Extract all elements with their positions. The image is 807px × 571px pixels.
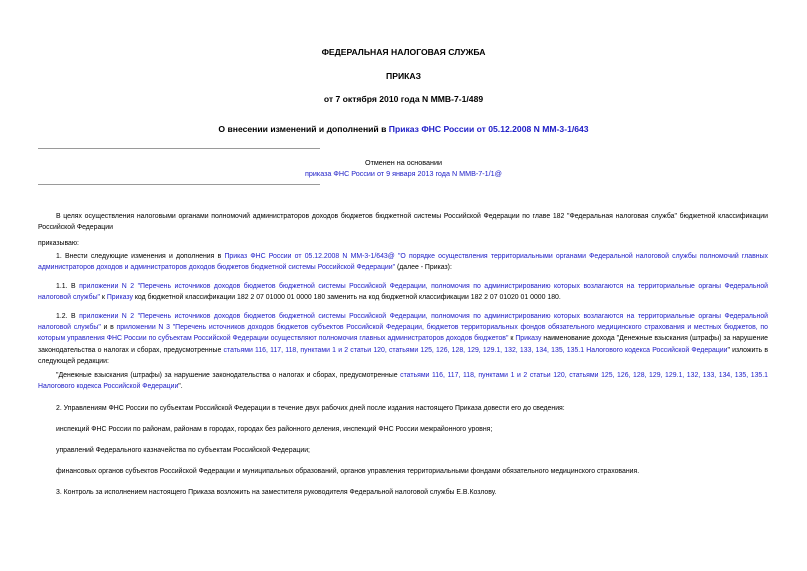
item-1-1-link-appendix[interactable]: приложении N 2 "Перечень источников доходов бюджетов бюджетной системы Российской Федерации, полномочия по администрированию которых возлагаются на территориальные органы Федеральной налоговой службы" bbox=[38, 283, 768, 302]
paragraph-item-1 bbox=[38, 251, 768, 273]
item-1-2-link-appendix-2[interactable]: приложении N 2 "Перечень источников доходов бюджетов бюджетной системы Российской Федерации, полномочия по администрированию которых возлагаются на территориальные органы Федеральной налоговой службы" bbox=[38, 313, 768, 332]
new-wording-text: "Денежные взыскания (штрафы) за нарушение законодательства о налогах и сборах, предусмотренные bbox=[56, 372, 401, 379]
top-divider bbox=[38, 148, 320, 149]
doc-date: от 7 октября 2010 года N ММВ-7-1/489 bbox=[323, 94, 484, 104]
paragraph-item-1-1 bbox=[38, 281, 768, 303]
paragraph-treasury: управлений Федерального казначейства по субъектам Российской Федерации; bbox=[56, 447, 310, 454]
cancel-note-link[interactable]: приказа ФНС России от 9 января 2013 года N ММВ-7-1/1@ bbox=[305, 169, 502, 178]
item-1-1-text-mid: к bbox=[99, 294, 107, 302]
item-1-1-text: 1.1. В bbox=[56, 283, 80, 290]
paragraph-new-wording bbox=[38, 370, 768, 392]
agency-name: ФЕДЕРАЛЬНАЯ НАЛОГОВАЯ СЛУЖБА bbox=[321, 47, 486, 57]
item-1-1-text-end: код бюджетной классификации 182 2 07 01000 01 0000 180 заменить на код бюджетной классификации 182 2 07 01020 01 0000 180. bbox=[132, 294, 561, 302]
item-1-1-link-order[interactable]: Приказу bbox=[106, 294, 133, 302]
doc-title-text: О внесении изменений и дополнений в bbox=[218, 124, 389, 134]
item-1-2-text-and: и в bbox=[100, 324, 117, 332]
item-1-2-text: 1.2. В bbox=[56, 313, 80, 320]
paragraph-item-2: 2. Управлениям ФНС России по субъектам Российской Федерации в течение двух рабочих дней после издания настоящего Приказа довести его до сведения: bbox=[56, 405, 565, 412]
paragraph-item-1-2 bbox=[38, 311, 768, 367]
doc-title-link[interactable]: Приказ ФНС России от 05.12.2008 N ММ-3-1/643 bbox=[388, 124, 589, 134]
item-1-text: 1. Внести следующие изменения и дополнения в bbox=[56, 253, 225, 260]
item-1-2-link-order[interactable]: Приказу bbox=[515, 335, 542, 343]
paragraph-preamble: В целях осуществления налоговыми органами полномочий администраторов доходов бюджетов бюджетной системы Российской Федерации по главе 182 "Федеральная налоговая служба" бюджетной классификации Российской Федерации bbox=[38, 213, 768, 232]
item-1-link[interactable]: Приказ ФНС России от 05.12.2008 N ММ-3-1/643@ "О порядке осуществления территориальными органами Федеральной налоговой службы полномочий главных администраторов доходов и администраторов доходов бюджетов бюджетной системы Российской Федерации" bbox=[38, 253, 768, 272]
doc-title bbox=[0, 124, 807, 134]
cancel-note bbox=[0, 168, 807, 179]
bottom-divider bbox=[38, 184, 320, 185]
paragraph-financial-bodies: финансовых органов субъектов Российской Федерации и муниципальных образований, органов управления территориальными фондами обязательного медицинского страхования. bbox=[56, 468, 640, 475]
paragraph-item-3: 3. Контроль за исполнением настоящего Приказа возложить на заместителя руководителя Федеральной налоговой службы Е.В.Козлову. bbox=[56, 489, 497, 496]
new-wording-link-tax-code[interactable]: статьями 116, 117, 118, пунктами 1 и 2 статьи 120, статьями 125, 126, 128, 129, 129.1, 132, 133, 134, 135, 135.1 Налогового кодекса Российской Федерации bbox=[38, 372, 768, 391]
item-1-2-link-tax-code[interactable]: статьями 116, 117, 118, пунктами 1 и 2 статьи 120, статьями 125, 126, 128, 129, 129.1, 132, 133, 134, 135, 135.1 Налогового кодекса Российской Федерации bbox=[223, 346, 728, 354]
cancel-note-text: Отменен на основании bbox=[364, 158, 442, 167]
item-1-2-text-to: к bbox=[508, 335, 516, 343]
paragraph-order: приказываю: bbox=[38, 240, 79, 247]
new-wording-text-end: ". bbox=[178, 383, 183, 391]
doc-type: ПРИКАЗ bbox=[386, 71, 421, 81]
item-1-2-text-income: наименование дохода "Денежные взыскания (штрафы) за нарушение законодательства о налогах и сборах, предусмотренные bbox=[38, 335, 768, 354]
item-1-2-text-end: " изложить в следующей редакции: bbox=[38, 346, 768, 365]
paragraph-inspections: инспекций ФНС России по районам, районам в городах, городах без районного деления, инспекций ФНС России межрайонного уровня; bbox=[56, 426, 493, 433]
item-1-text-end: (далее - Приказ): bbox=[395, 264, 452, 272]
item-1-2-link-appendix-3[interactable]: приложении N 3 "Перечень источников доходов бюджетов субъектов Российской Федерации, бюджетов территориальных фондов обязательного медицинского страхования и местных бюджетов, по которым управления ФНС России по субъектам Российской Федерации осуществляют полномочия главных администраторов доходов бюджетов" bbox=[38, 324, 768, 343]
